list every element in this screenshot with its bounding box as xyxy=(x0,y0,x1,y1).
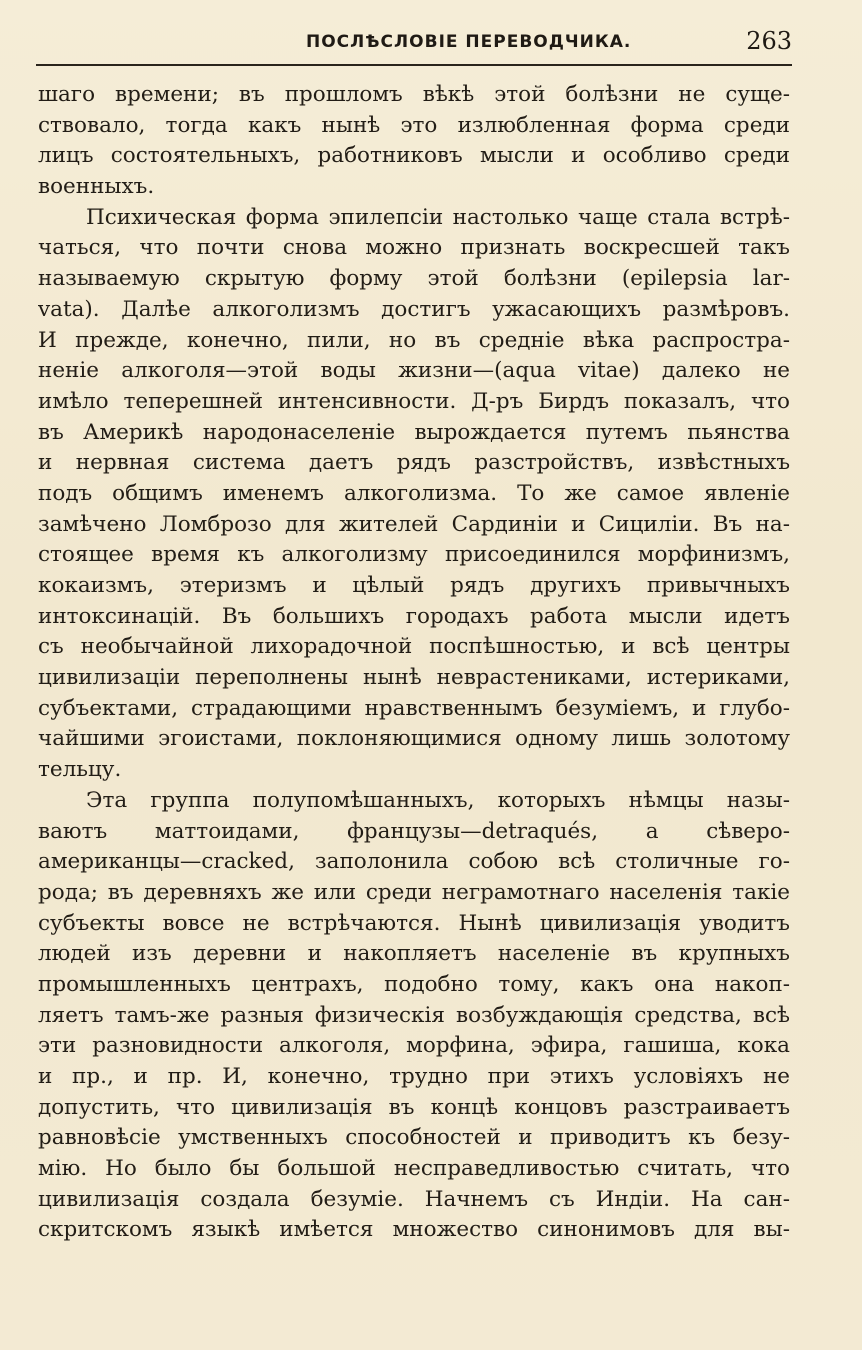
text-line: неніе алкоголя—этой воды жизни—(aqua vitae) далеко не xyxy=(38,358,790,384)
text-line: съ необычайной лихорадочной поспѣшностью, и всѣ центры xyxy=(38,634,790,660)
text-line: Психическая форма эпилепсіи настолько чаще стала встрѣ- xyxy=(86,204,790,230)
text-line: цивилизаціи переполнены нынѣ неврастениками, истериками, xyxy=(38,665,790,691)
text-line: чаться, что почти снова можно признать воскресшей такъ xyxy=(38,235,790,261)
text-line: субъекты вовсе не встрѣчаются. Нынѣ цивилизація уводитъ xyxy=(38,910,790,936)
text-line: vata). Далѣе алкоголизмъ достигъ ужасающихъ размѣровъ. xyxy=(38,296,790,322)
text-line: чайшими эгоистами, поклоняющимися одному лишь золотому xyxy=(38,726,790,752)
body-text xyxy=(38,80,790,1246)
text-line: имѣло теперешней интенсивности. Д-ръ Бирдъ показалъ, что xyxy=(38,388,790,414)
text-line: тельцу. xyxy=(38,757,122,783)
text-line: американцы—cracked, заполонила собою всѣ столичные го- xyxy=(38,849,790,875)
page-number: 263 xyxy=(746,27,792,55)
text-line: военныхъ. xyxy=(38,174,155,200)
running-title: ПОСЛѢСЛОВІЕ ПЕРЕВОДЧИКА. xyxy=(306,32,632,52)
text-line: цивилизація создала безуміе. Начнемъ съ Индіи. На сан- xyxy=(38,1186,790,1212)
text-line: стоящее время къ алкоголизму присоединился морфинизмъ, xyxy=(38,542,790,568)
text-line: и нервная система даетъ рядъ разстройствъ, извѣстныхъ xyxy=(38,450,790,476)
text-line: Эта группа полупомѣшанныхъ, которыхъ нѣмцы назы- xyxy=(86,787,790,813)
text-line: эти разновидности алкоголя, морфина, эфира, гашиша, кока xyxy=(38,1033,790,1059)
text-line: интоксинацій. Въ большихъ городахъ работа мысли идетъ xyxy=(38,603,790,629)
text-line: допустить, что цивилизація въ концѣ концовъ разстраиваетъ xyxy=(38,1094,790,1120)
text-line: ваютъ маттоидами, французы—detraqués, а сѣверо- xyxy=(38,818,790,844)
text-line: субъектами, страдающими нравственнымъ безуміемъ, и глубо- xyxy=(38,695,790,721)
text-line: мію. Но было бы большой несправедливостью считать, что xyxy=(38,1156,790,1182)
text-line: И прежде, конечно, пили, но въ средніе вѣка распростра- xyxy=(38,327,790,353)
text-line: ляетъ тамъ-же разныя физическія возбуждающія средства, всѣ xyxy=(38,1002,790,1028)
text-line: лицъ состоятельныхъ, работниковъ мысли и особливо среди xyxy=(38,143,790,169)
text-line: скритскомъ языкѣ имѣется множество синонимовъ для вы- xyxy=(38,1217,790,1243)
text-line: равновѣсіе умственныхъ способностей и приводитъ къ безу- xyxy=(38,1125,790,1151)
text-line: называемую скрытую форму этой болѣзни (epilepsia lar- xyxy=(38,266,790,292)
text-line: шаго времени; въ прошломъ вѣкѣ этой болѣзни не суще- xyxy=(38,82,790,107)
text-line: кокаизмъ, этеризмъ и цѣлый рядъ другихъ привычныхъ xyxy=(38,573,790,598)
text-line: замѣчено Ломброзо для жителей Сардиніи и Сициліи. Въ на- xyxy=(38,511,790,537)
page-header xyxy=(36,28,792,66)
text-line: и пр., и пр. И, конечно, трудно при этихъ условіяхъ не xyxy=(38,1064,790,1089)
text-line: подъ общимъ именемъ алкоголизма. То же самое явленіе xyxy=(38,480,790,506)
text-line: промышленныхъ центрахъ, подобно тому, какъ она накоп- xyxy=(38,971,790,997)
text-line: ствовало, тогда какъ нынѣ это излюбленная форма среди xyxy=(38,112,790,138)
text-line: людей изъ деревни и накопляетъ населеніе въ крупныхъ xyxy=(38,941,790,967)
text-line: рода; въ деревняхъ же или среди неграмотнаго населенія такіе xyxy=(38,879,790,905)
text-line: въ Америкѣ народонаселеніе вырождается путемъ пьянства xyxy=(38,419,790,445)
